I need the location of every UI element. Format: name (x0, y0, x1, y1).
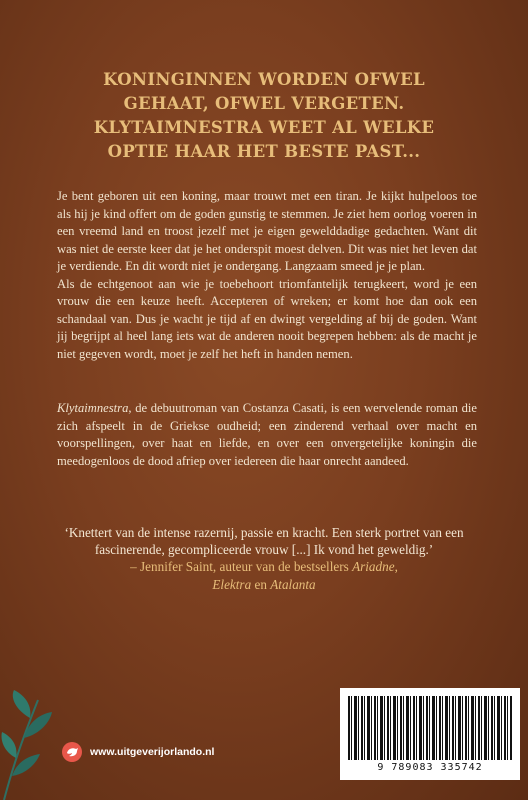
barcode-bars (348, 696, 512, 760)
review-quote (60, 524, 468, 593)
blurb-paragraph: Je bent geboren uit een koning, maar trouwt met een tiran. Je kijkt hulpeloos toe als hij je kind offert om de goden gunstig te stemmen. Je ziet hem oorlog voeren in een vreemd land en troost jezelf met je eigen gewelddadige gedachten. Want dit was niet de eerste keer dat je het onderspit moest delven. Dit was niet het leven dat je verdiende. En dit wordt niet je ondergang. Langzaam smeed je je plan. (57, 189, 477, 273)
book-title-ariadne: Ariadne (352, 559, 395, 575)
tagline-line: GEHAAT, OFWEL VERGETEN. (123, 94, 405, 113)
book-title-atalanta: Atalanta (270, 576, 316, 592)
about-paragraph (57, 400, 477, 470)
tagline-line: KONINGINNEN WORDEN OFWEL (103, 70, 425, 89)
publisher (62, 742, 214, 762)
blurb (57, 188, 477, 363)
about-text: , de debuutroman van Costanza Casati, is een wervelende roman die zich afspeelt in de Griekse oudheid; een zinderend verhaal over macht en voorspellingen, over haat en liefde, en over een onvergetelijke koningin die meedogenloos de dood afriep over iedereen die haar onrecht aandeed. (57, 401, 477, 468)
bird-logo-icon (62, 742, 82, 762)
book-title: Klytaimnestra (57, 401, 129, 415)
isbn-number: 9 789083 335742 (377, 762, 483, 773)
quote-attribution (60, 558, 468, 592)
tagline-line: OPTIE HAAR HET BESTE PAST... (107, 142, 421, 161)
publisher-url[interactable]: www.uitgeverijorlando.nl (90, 746, 215, 758)
quote-text: ‘Knettert van de intense razernij, passie en kracht. Een sterk portret van een fascinerende, gecompliceerde vrouw [...] Ik vond het geweldig.’ (64, 525, 464, 558)
book-title-elektra: Elektra (212, 576, 252, 592)
tagline (40, 68, 488, 164)
attribution-separator: en (251, 576, 271, 592)
attribution-separator: , (394, 559, 398, 575)
tagline-line: KLYTAIMNESTRA WEET AL WELKE (93, 118, 435, 137)
attribution-prefix: – Jennifer Saint, auteur van de bestsellers (130, 559, 353, 575)
leaf-decoration-icon (0, 690, 60, 800)
barcode (340, 688, 520, 780)
blurb-paragraph: Als de echtgenoot aan wie je toebehoort triomfantelijk terugkeert, word je een vrouw die een keuze heeft. Accepteren of wreken; er komt hoe dan ook een schandaal van. Dus je wacht je tijd af en dwingt vergelding af bij de goden. Want jij begrijpt al heel lang iets wat de anderen nooit begrepen hebben: als de macht je niet gegeven wordt, moet je zelf het heft in handen nemen. (57, 276, 477, 361)
